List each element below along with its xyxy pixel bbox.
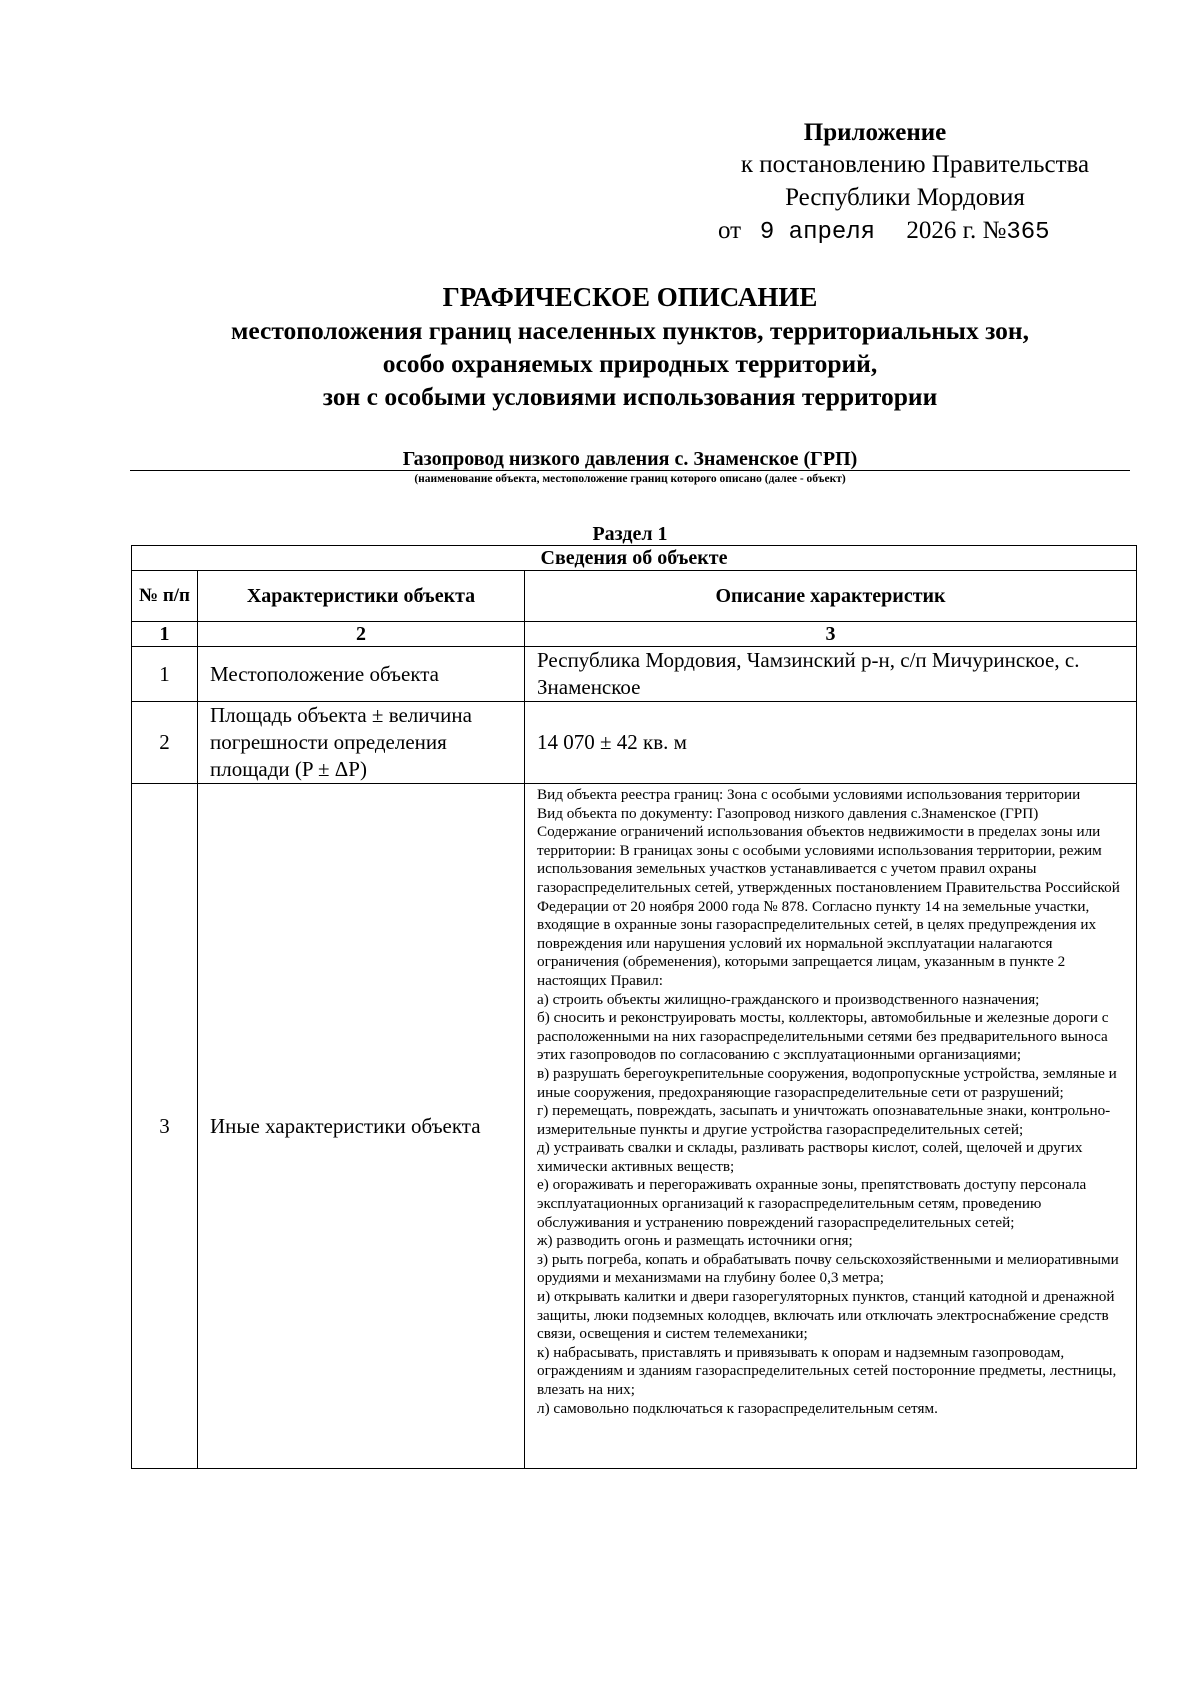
description-line: з) рыть погреба, копать и обрабатывать почву сельскохозяйственными и мелиоративными орудиями и механизмами на глубину более 0,3 метра; [537, 1250, 1119, 1287]
date-year: 2026 г. [906, 217, 977, 244]
description-line: л) самовольно подключаться к газораспределительным сетям. [537, 1399, 938, 1417]
table-caption: Сведения об объекте [132, 546, 1137, 571]
number-prefix: № [982, 217, 1007, 244]
appendix-line-2: Республики Мордовия [785, 184, 1025, 211]
section-label: Раздел 1 [592, 523, 668, 545]
heading-title: ГРАФИЧЕСКОЕ ОПИСАНИЕ [442, 282, 818, 312]
appendix-title: Приложение [803, 119, 947, 146]
row-num: 1 [132, 647, 198, 702]
column-number: 2 [198, 622, 525, 647]
table-caption-row [132, 546, 1137, 571]
row-characteristic: Иные характеристики объекта [198, 784, 525, 1469]
description-line: Вид объекта реестра границ: Зона с особыми условиями использования территории [537, 786, 1081, 803]
column-number: 1 [132, 622, 198, 647]
object-info-table [131, 545, 1137, 1469]
row-description [525, 784, 1137, 1469]
table-header-row [132, 571, 1137, 622]
description-line: г) перемещать, повреждать, засыпать и уничтожать опознавательные знаки, контрольно-измерительные пункты и другие устройства газораспределительных сетей; [537, 1102, 1111, 1138]
object-note: (наименование объекта, местоположение границ которого описано (далее - объект) [414, 473, 846, 485]
description-line: к) набрасывать, приставлять и привязывать к опорам и надземным газопроводам, ограждениям и зданиям газораспределительных сетей посторонние предметы, лестницы, влезать на них; [537, 1343, 1117, 1398]
description-line: и) открывать калитки и двери газорегуляторных пунктов, станций катодной и дренажной защиты, люки подземных колодцев, включать или отключать электроснабжение средств связи, освещения и систем телемеханики; [537, 1288, 1115, 1343]
date-prefix: от [718, 217, 742, 244]
row-num: 2 [132, 702, 198, 784]
number-fill: 365 [1006, 219, 1050, 246]
header-num-text: № п/п [138, 585, 191, 606]
table-row [132, 647, 1137, 702]
description-line: а) строить объекты жилищно-гражданского и производственного назначения; [537, 990, 1040, 1008]
description-line: д) устраивать свалки и склады, разливать растворы кислот, солей, щелочей и других химически активных веществ; [537, 1139, 1083, 1175]
object-name: Газопровод низкого давления с. Знаменское (ГРП) [402, 448, 858, 470]
description-line: Содержание ограничений использования объектов недвижимости в пределах зоны или территории: В границах зоны с особыми условиями использования территории, режим использования земельных участков устанавливается с учетом правил охраны газораспределительных сетей, утвержденных постановлением Правительства Российской Федерации от 20 ноября 2000 года № 878. Согласно пункту 14 на земельные участки, входящие в охранные зоны газораспределительных сетей, в целях предупреждения их повреждения или нарушения условий их нормальной эксплуатации налагаются ограничения (обременения), которыми запрещается лицам, указанным в пункте 2 настоящих Правил: [537, 823, 1120, 989]
date-fill: 9 апреля [759, 219, 876, 246]
row-description: Республика Мордовия, Чамзинский р-н, с/п Мичуринское, с. Знаменское [525, 647, 1137, 702]
table-row [132, 702, 1137, 784]
header-description: Описание характеристик [525, 571, 1137, 622]
heading-line-1: местоположения границ населенных пунктов, территориальных зон, [231, 316, 1029, 345]
column-numbers-row [132, 622, 1137, 647]
row-description: 14 070 ± 42 кв. м [525, 702, 1137, 784]
heading-line-3: зон с особыми условиями использования территории [322, 382, 938, 411]
header-num [132, 571, 198, 622]
appendix-block [700, 118, 1140, 249]
description-line: б) сносить и реконструировать мосты, коллекторы, автомобильные и железные дороги с расположенными на них газораспределительными сетями без предварительного выноса этих газопроводов по согласованию с эксплуатационными организациями; [537, 1009, 1109, 1064]
heading-line-2: особо охраняемых природных территорий, [382, 349, 878, 378]
document-heading [130, 280, 1130, 413]
object-underline [130, 470, 1130, 471]
appendix-date [718, 214, 1140, 249]
description-line: Вид объекта по документу: Газопровод низкого давления с.Знаменское (ГРП) [537, 804, 1039, 822]
header-characteristic: Характеристики объекта [198, 571, 525, 622]
column-number: 3 [525, 622, 1137, 647]
appendix-line-1: к постановлению Правительства [740, 151, 1090, 178]
description-line: в) разрушать берегоукрепительные сооружения, водопропускные устройства, земляные и иные сооружения, предохраняющие газораспределительные сети от разрушений; [537, 1064, 1117, 1101]
row-characteristic: Местоположение объекта [198, 647, 525, 702]
row-characteristic: Площадь объекта ± величина погрешности определения площади (P ± ΔP) [198, 702, 525, 784]
description-line: е) огораживать и перегораживать охранные зоны, препятствовать доступу персонала эксплуатационных организаций к газораспределительным сетям, проведению обслуживания и устранению повреждений газораспределительных сетей; [537, 1176, 1087, 1231]
row-num: 3 [132, 784, 198, 1469]
table-row [132, 784, 1137, 1469]
description-line: ж) разводить огонь и размещать источники огня; [537, 1232, 853, 1250]
